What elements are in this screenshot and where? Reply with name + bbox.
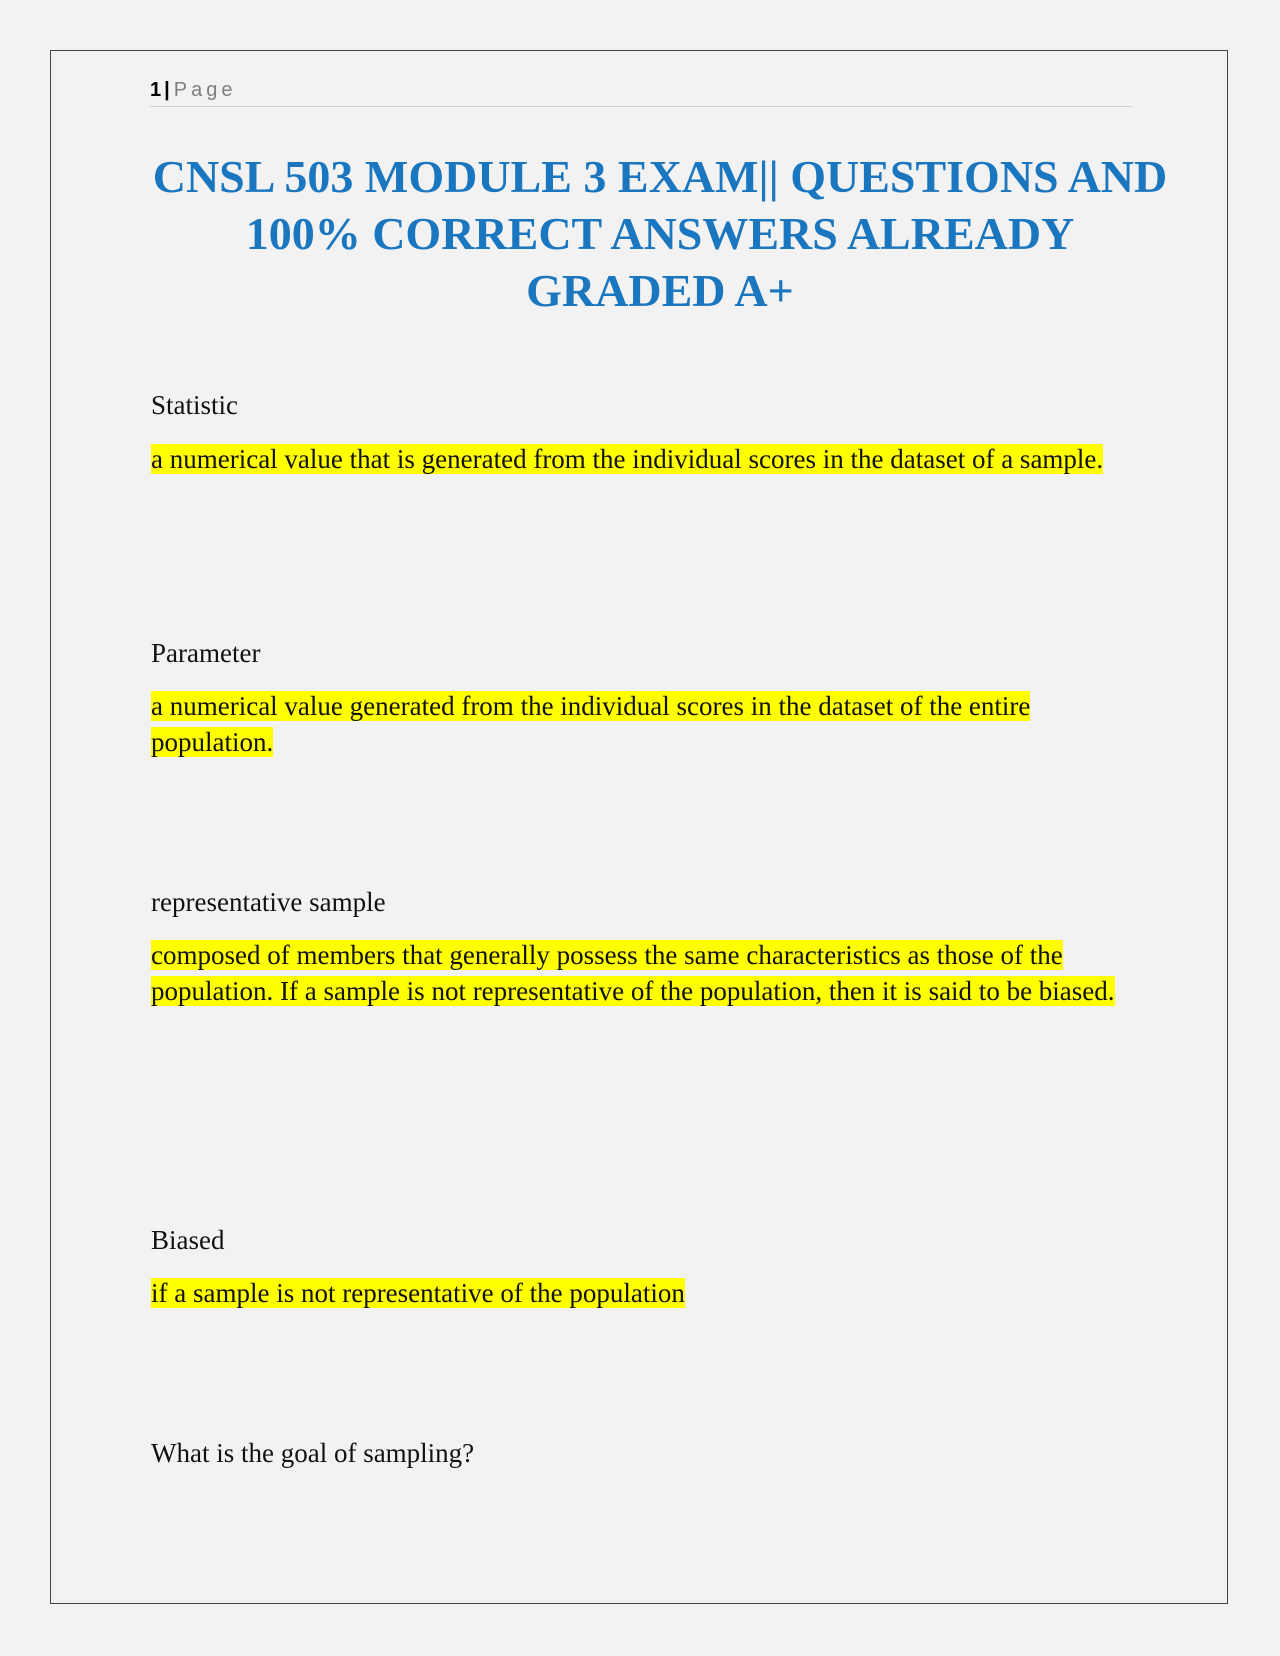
highlighted-text: a numerical value that is generated from the individual scores in the dataset of a sample. xyxy=(151,444,1104,474)
definition-parameter xyxy=(151,688,1131,760)
term-representative-sample: representative sample xyxy=(151,887,386,917)
highlighted-text: composed of members that generally possess the same characteristics as those of the population. If a sample is not representative of the population, then it is said to be biased. xyxy=(151,940,1115,1006)
page-number: 1 xyxy=(150,79,162,101)
highlighted-text: a numerical value generated from the individual scores in the dataset of the entire population. xyxy=(151,691,1031,757)
term-biased: Biased xyxy=(151,1225,225,1255)
question-goal-of-sampling: What is the goal of sampling? xyxy=(151,1438,475,1468)
document-title: CNSL 503 MODULE 3 EXAM|| QUESTIONS AND 100% CORRECT ANSWERS ALREADY GRADED A+ xyxy=(152,151,1168,316)
page-label: Page xyxy=(173,79,237,101)
highlighted-text: if a sample is not representative of the population xyxy=(151,1278,685,1308)
definition-statistic xyxy=(151,441,1131,477)
definition-biased xyxy=(151,1275,1131,1311)
page-header xyxy=(150,78,1132,107)
term-parameter: Parameter xyxy=(151,638,261,668)
term-statistic: Statistic xyxy=(151,390,238,420)
page-separator: | xyxy=(164,79,170,101)
definition-representative-sample xyxy=(151,937,1131,1009)
